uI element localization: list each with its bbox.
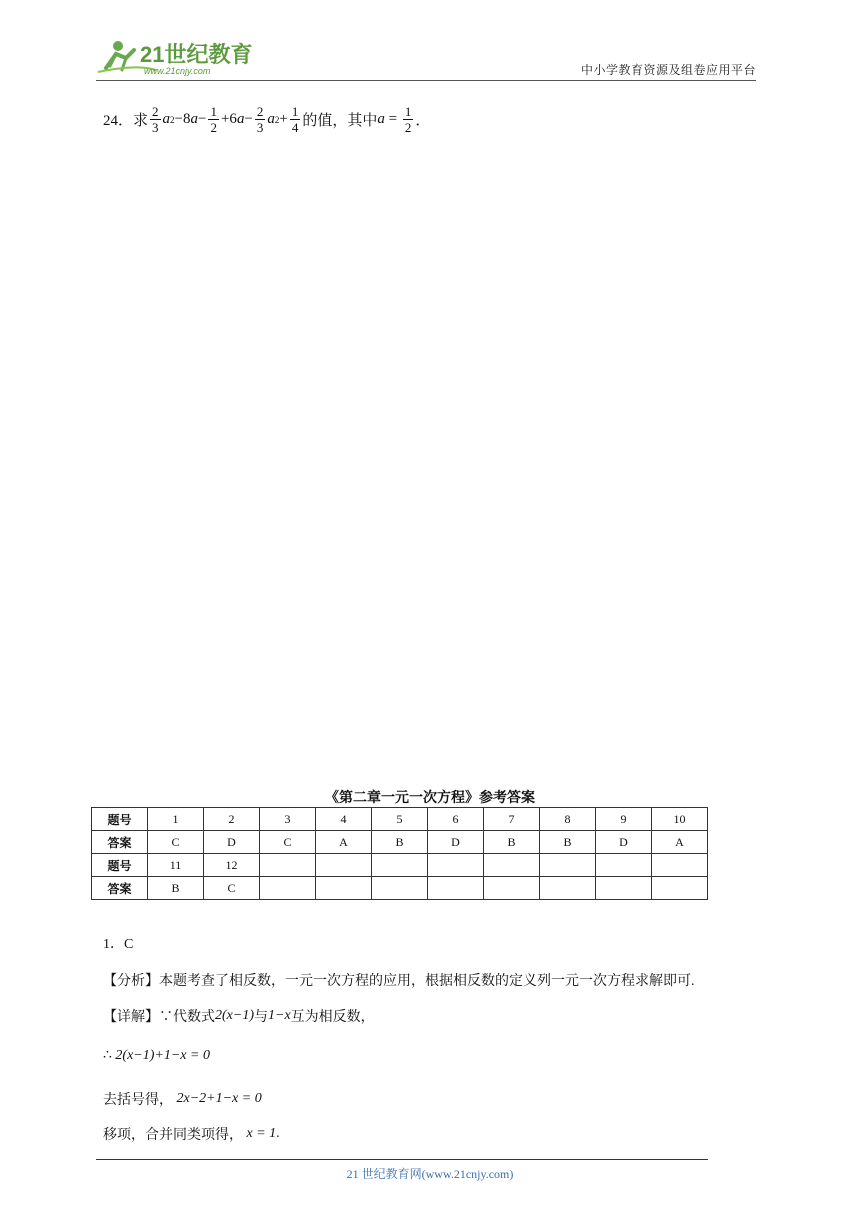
answer-cell: 8 [540,808,596,831]
answer-cell [540,877,596,900]
answer-cell: B [540,831,596,854]
answer-cell [260,877,316,900]
answer-cell [316,854,372,877]
answer-cell [596,854,652,877]
answer-cell: C [260,831,316,854]
answer-row-header: 题号 [92,854,148,877]
answer-cell: 2 [204,808,260,831]
answer-row [92,831,708,854]
answer-cell [372,877,428,900]
answer-cell: B [484,831,540,854]
answer-cell: 7 [484,808,540,831]
answer-cell: A [652,831,708,854]
site-logo [96,36,256,80]
answer-row [92,877,708,900]
answer-row [92,808,708,831]
answer-key-table [91,807,708,900]
answer-cell: 3 [260,808,316,831]
question-mid-text: 的值，其中 [302,113,378,129]
solution-heading: 1．C [103,937,134,952]
answer-cell [484,854,540,877]
footer-divider [96,1159,708,1160]
fraction: $\frac{2}{3}$ [256,104,264,135]
logo-text: 21世纪教育 [140,42,253,67]
answer-cell [428,877,484,900]
answer-row [92,854,708,877]
answer-cell: 11 [148,854,204,877]
answer-cell [372,854,428,877]
question-prefix: 求 [133,113,149,129]
answer-cell: 1 [148,808,204,831]
answer-row-header: 题号 [92,808,148,831]
solution-step-1: ∴ 2(x−1)+1−x = 0 [103,1047,210,1063]
answer-cell [428,854,484,877]
question-number: 24． [103,113,134,129]
answer-cell: A [316,831,372,854]
answer-cell [484,877,540,900]
answer-cell [316,877,372,900]
answer-cell: D [428,831,484,854]
answer-cell: 9 [596,808,652,831]
solution-detail: 【详解】∵代数式 2(x−1) 与 1−x 互为相反数， [103,1008,375,1025]
answer-row-header: 答案 [92,877,148,900]
answer-cell: 4 [316,808,372,831]
answer-cell [652,854,708,877]
answer-cell [596,877,652,900]
answer-cell: 10 [652,808,708,831]
answer-cell: C [148,831,204,854]
fraction: $\frac{1}{4}$ [291,104,299,135]
answer-cell [540,854,596,877]
fraction: $\frac{2}{3}$ [152,104,159,135]
fraction: $\frac{1}{2}$ [404,104,412,135]
answer-row-header: 答案 [92,831,148,854]
solution-step-3: 移项，合并同类项得， x = 1 . [103,1126,280,1143]
answer-cell: B [372,831,428,854]
answer-cell: 5 [372,808,428,831]
solution-step-2: 去括号得， 2x−2+1−x = 0 [103,1091,262,1108]
answer-cell [652,877,708,900]
answer-cell [260,854,316,877]
answer-cell: 6 [428,808,484,831]
answer-cell: D [596,831,652,854]
answer-cell: C [204,877,260,900]
logo-url: www.21cnjy.com [144,66,211,76]
answer-cell: 12 [204,854,260,877]
footer-link[interactable]: 21 世纪教育网(www.21cnjy.com) [346,1167,514,1181]
header-tagline: 中小学教育资源及组卷应用平台 [580,63,756,77]
header-divider [96,80,756,81]
answer-cell: B [148,877,204,900]
answer-key-title: 《第二章一元一次方程》参考答案 [325,790,535,806]
question-24: 24． 求 $\frac{2}{3}$ a 2 −8 a − $\frac{1}{2}$ +6 a − $\frac{2}{3}$ a 2 + $\frac{1}{4}$ 的值，其中 a = $\frac{1}{2}$ ． [103,104,431,135]
fraction: $\frac{1}{2}$ [210,104,217,135]
solution-analysis: 【分析】本题考查了相反数，一元一次方程的应用，根据相反数的定义列一元一次方程求解即可. [103,974,695,989]
answer-cell: D [204,831,260,854]
